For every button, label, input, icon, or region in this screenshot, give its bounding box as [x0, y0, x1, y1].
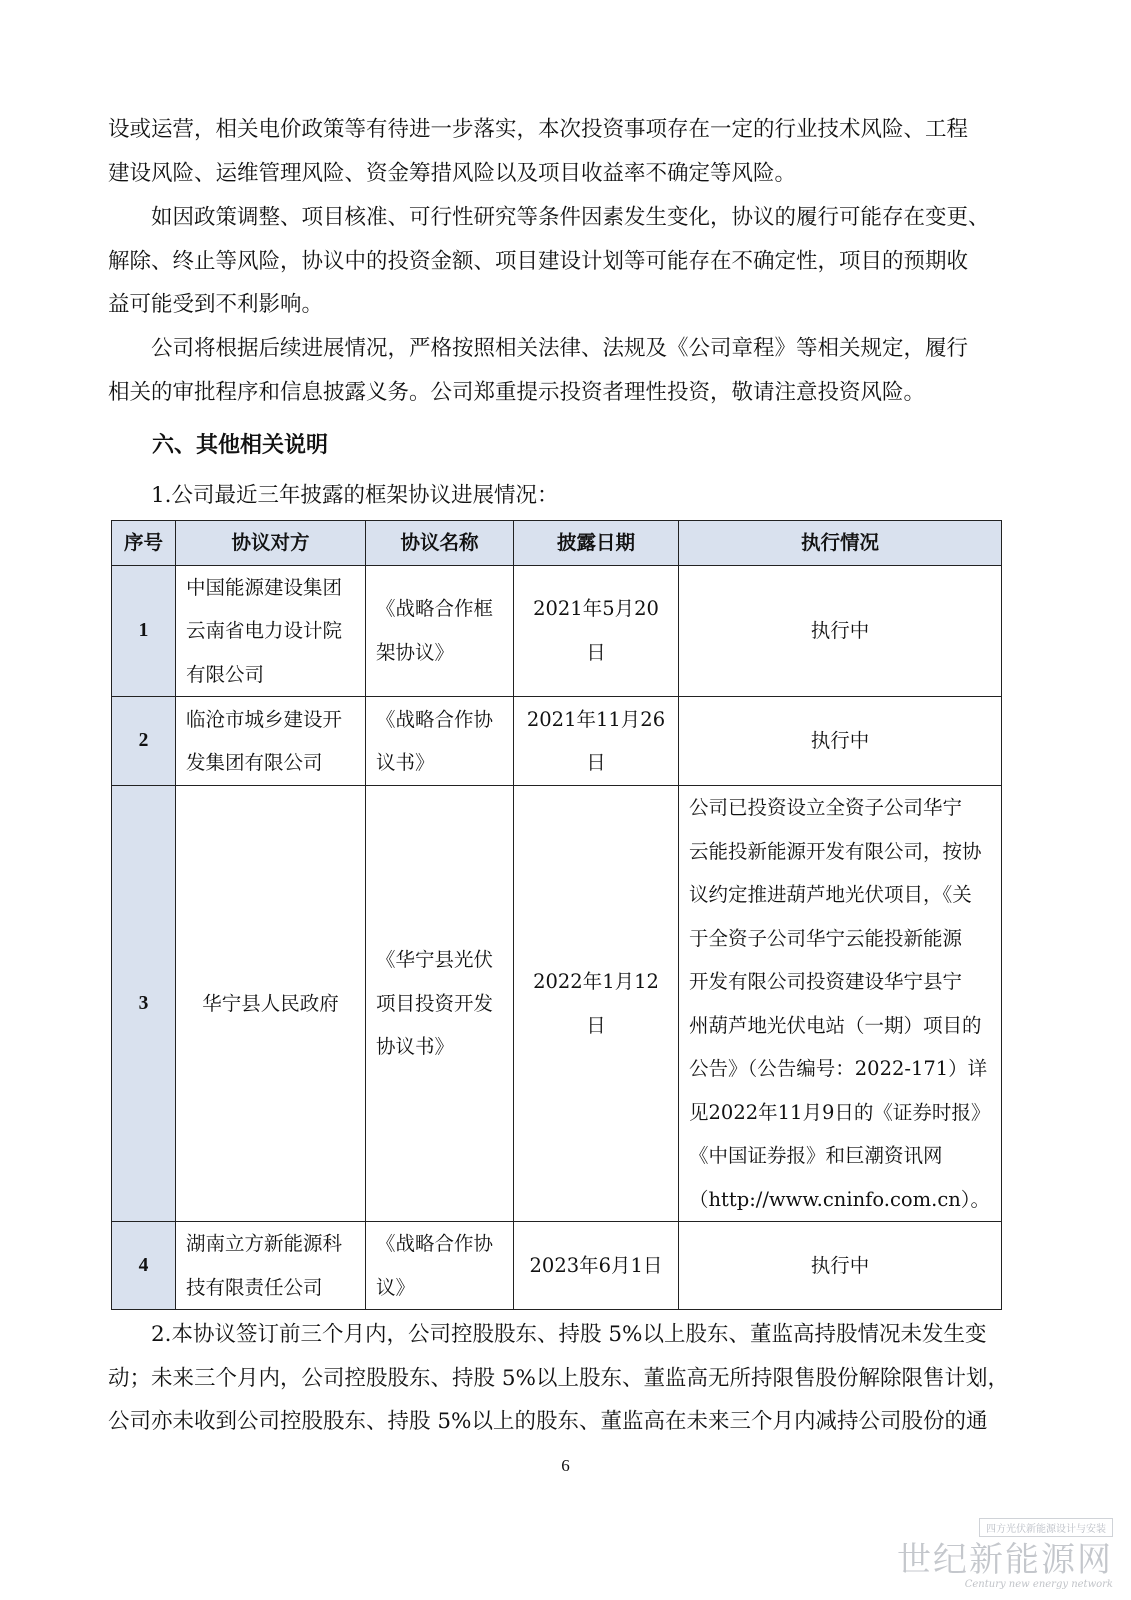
agreement-name-cell — [366, 1222, 514, 1310]
table-header-row — [112, 521, 1002, 566]
header-counterparty: 协议对方 — [176, 521, 366, 566]
cell-line: 于全资子公司华宁云能投新能源 — [689, 926, 963, 950]
status-cell — [679, 786, 1002, 1222]
text-line: 动；未来三个月内，公司控股股东、持股 5%以上股东、董监高无所持限售股份解除限售计划， — [108, 1365, 1009, 1391]
table-row — [112, 786, 1002, 1222]
policy-risk-paragraph — [108, 196, 1028, 327]
disclosure-date-cell: 2022年1月12日 — [514, 786, 679, 1222]
cell-line: 执行中 — [810, 619, 870, 642]
framework-agreements-table — [111, 520, 1002, 1310]
text-line: 2.本协议签订前三个月内，公司控股股东、持股 5%以上股东、董监高持股情况未发生变 — [151, 1322, 987, 1347]
header-agreement-name: 协议名称 — [366, 521, 514, 566]
cell-line: 开发有限公司投资建设华宁县宁 — [689, 970, 963, 993]
risk-paragraph — [108, 108, 1028, 195]
cell-line: 公告》（公告编号：2022-171）详 — [689, 1057, 988, 1080]
counterparty-cell — [176, 786, 366, 1222]
table-title: 1.公司最近三年披露的框架协议进展情况： — [151, 483, 559, 508]
agreement-name-cell — [366, 786, 514, 1222]
cell-line: 华宁县人民政府 — [202, 991, 339, 1015]
section-heading: 六、其他相关说明 — [152, 433, 329, 458]
header-no: 序号 — [112, 521, 176, 566]
watermark-logo-text: 世纪新能源网 — [897, 1540, 1113, 1580]
agreement-name-cell — [366, 565, 514, 697]
cell-line: 云能投新能源开发有限公司，按协 — [689, 839, 982, 863]
cell-line: 《战略合作协 — [376, 1232, 494, 1255]
table-row — [112, 565, 1002, 697]
row-number: 3 — [112, 786, 176, 1222]
counterparty-cell — [176, 697, 366, 786]
text-line: 公司将根据后续进展情况，严格按照相关法律、法规及《公司章程》等相关规定，履行 — [151, 336, 969, 361]
page-number: 6 — [561, 1456, 570, 1475]
cell-line: 项目投资开发 — [376, 991, 494, 1015]
disclosure-date-cell: 2021年5月20日 — [514, 565, 679, 697]
cell-line: 临沧市城乡建设开 — [186, 707, 343, 731]
cell-line: 公司已投资设立全资子公司华宁 — [689, 796, 963, 819]
cell-line: 议》 — [376, 1275, 416, 1299]
header-status: 执行情况 — [679, 521, 1002, 566]
row-number: 4 — [112, 1222, 176, 1310]
cell-line: 中国能源建设集团 — [186, 575, 343, 599]
cell-line: 协议书》 — [376, 1035, 455, 1059]
table-row — [112, 1222, 1002, 1310]
cell-line: 《中国证券报》和巨潮资讯网 — [689, 1144, 943, 1167]
row-number: 1 — [112, 565, 176, 697]
cell-line: 有限公司 — [186, 662, 265, 686]
cell-line: 架协议》 — [376, 640, 455, 664]
text-line: 如因政策调整、项目核准、可行性研究等条件因素发生变化，协议的履行可能存在变更、 — [151, 205, 990, 230]
cell-line: 《华宁县光伏 — [376, 948, 494, 972]
watermark — [897, 1517, 1113, 1590]
shareholders-paragraph — [108, 1313, 1028, 1444]
text-line: 益可能受到不利影响。 — [108, 292, 324, 317]
cell-line: 议约定推进葫芦地光伏项目，《关 — [689, 883, 972, 906]
cell-line: 执行中 — [810, 729, 870, 753]
cell-line: 云南省电力设计院 — [186, 619, 343, 642]
row-number: 2 — [112, 697, 176, 786]
text-line: 设或运营，相关电价政策等有待进一步落实，本次投资事项存在一定的行业技术风险、工程 — [108, 117, 969, 142]
status-cell — [679, 697, 1002, 786]
cell-line: 湖南立方新能源科 — [186, 1232, 343, 1255]
status-cell — [679, 565, 1002, 697]
cell-line: 州葫芦地光伏电站（一期）项目的 — [689, 1013, 982, 1037]
disclosure-date-cell: 2021年11月26日 — [514, 697, 679, 786]
disclosure-date-cell: 2023年6月1日 — [514, 1222, 679, 1310]
text-line: 建设风险、运维管理风险、资金筹措风险以及项目收益率不确定等风险。 — [108, 160, 797, 186]
watermark-subtitle: Century new energy network — [964, 1579, 1113, 1590]
cell-line: 议书》 — [376, 751, 435, 774]
cell-line: 见2022年11月9日的《证券时报》 — [689, 1100, 991, 1124]
cell-line: 发集团有限公司 — [186, 751, 323, 774]
cell-line: 《战略合作协 — [376, 707, 494, 731]
cell-line: 执行中 — [810, 1253, 870, 1277]
header-disclosure-date: 披露日期 — [514, 521, 679, 566]
counterparty-cell — [176, 565, 366, 697]
cell-line: （http://www.cninfo.com.cn）。 — [689, 1187, 991, 1211]
agreement-name-cell — [366, 697, 514, 786]
counterparty-cell — [176, 1222, 366, 1310]
cell-line: 技有限责任公司 — [186, 1275, 323, 1299]
watermark-tagline: 四方光伏新能源设计与安装 — [979, 1518, 1113, 1537]
cell-line: 《战略合作框 — [376, 597, 494, 621]
text-line: 相关的审批程序和信息披露义务。公司郑重提示投资者理性投资，敬请注意投资风险。 — [108, 379, 926, 405]
status-cell — [679, 1222, 1002, 1310]
text-line: 公司亦未收到公司控股股东、持股 5%以上的股东、董监高在未来三个月内减持公司股份的通 — [108, 1409, 988, 1434]
disclosure-paragraph — [108, 327, 1028, 414]
text-line: 解除、终止等风险，协议中的投资金额、项目建设计划等可能存在不确定性，项目的预期收 — [108, 248, 969, 274]
table-row — [112, 697, 1002, 786]
